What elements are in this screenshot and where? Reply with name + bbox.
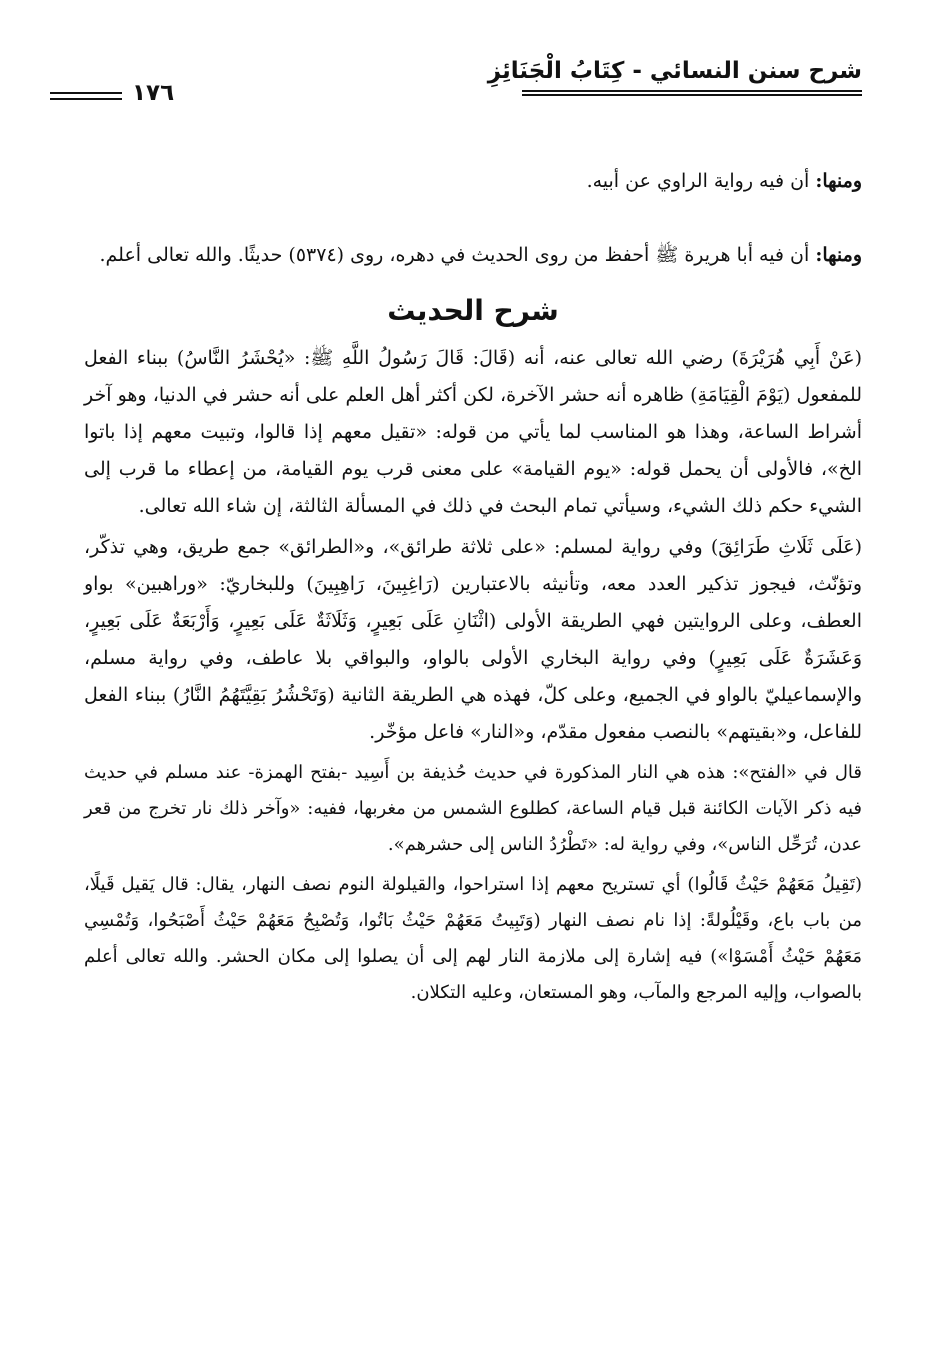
page-header bbox=[50, 52, 862, 112]
paragraph-3: قال في «الفتح»: هذه هي النار المذكورة في حديث حُذيفة بن أَسِيد -بفتح الهمزة- عند مسلم في حديث فيه ذكر الآيات الكائنة قبل قيام الساعة، كطلوع الشمس من مغربها، ففيه: «وآخر ذلك نار تخرج من قعر عدن، تُرَحِّل الناس»، وفي رواية له: «تَطْرُدُ الناس إلى حشرهم». bbox=[84, 762, 862, 855]
intro-line-1-lead: ومنها: bbox=[815, 170, 862, 192]
header-rule-right bbox=[522, 90, 862, 96]
section-title: شرح الحديث bbox=[387, 294, 559, 327]
paragraph-2: (عَلَى ثَلَاثِ طَرَائِقَ) وفي رواية لمسلم: «على ثلاثة طرائق»، و«الطرائق» جمع طريق، وهي تذكّر، وتؤنّث، فيجوز تذكير العدد معه، وتأنيثه بالاعتبارين (رَاغِبِينَ، رَاهِبِينَ) وللبخاريّ: «وراهبين» بواو العطف، وعلى الروايتين فهي الطريقة الأولى (اثْنَانِ عَلَى بَعِيرٍ، وَثَلَاثَةٌ عَلَى بَعِيرٍ، وَأَرْبَعَةٌ عَلَى بَعِيرٍ، وَعَشَرَةٌ عَلَى بَعِيرٍ) وفي رواية البخاري الأولى بالواو، والبواقي بلا عاطف، وفي رواية مسلم، والإسماعيليّ بالواو في الجميع، وعلى كلّ، فهذه هي الطريقة الثانية (وَتَحْشُرُ بَقِيَّتَهُمُ النَّارُ) ببناء الفعل للفاعل، و«بقيتهم» بالنصب مفعول مقدّم، و«النار» فاعل مؤخّر. bbox=[84, 536, 862, 743]
page-number: ١٧٦ bbox=[132, 80, 175, 106]
header-rule-left bbox=[50, 92, 122, 100]
intro-line-1-text: أن فيه رواية الراوي عن أبيه. bbox=[586, 170, 816, 192]
paragraph-4: (تَقِيلُ مَعَهُمْ حَيْثُ قَالُوا) أي تستريح معهم إذا استراحوا، والقيلولة النوم نصف النهار، يقال: قال يَقيل قَيلًا، من باب باع، وقَيْلُولةً: إذا نام نصف النهار (وَتَبِيتُ مَعَهُمْ حَيْثُ بَاتُوا، وَتُصْبِحُ مَعَهُمْ حَيْثُ أَصْبَحُوا، وَتُمْسِي مَعَهُمْ حَيْثُ أَمْسَوْا») فيه إشارة إلى ملازمة النار لهم إلى أن يصلوا إلى مكان الحشر. والله تعالى أعلم بالصواب، وإليه المرجع والمآب، وهو المستعان، وعليه التكلان. bbox=[84, 874, 862, 1003]
running-title: شرح سنن النسائي - كِتَابُ الْجَنَائِزِ bbox=[487, 58, 862, 84]
intro-line-2-text: أن فيه أبا هريرة ﷺ أحفظ من روى الحديث في دهره، روى (٥٣٧٤) حديثًا. والله تعالى أعلم. bbox=[99, 244, 816, 266]
intro-line-1 bbox=[84, 126, 862, 200]
intro-line-2-lead: ومنها: bbox=[815, 244, 862, 266]
page-body bbox=[84, 126, 862, 1011]
paragraph-1: (عَنْ أَبِي هُرَيْرَةَ) رضي الله تعالى عنه، أنه (قَالَ: قَالَ رَسُولُ اللَّهِ ﷺ: «يُحْشَرُ النَّاسُ) ببناء الفعل للمفعول (يَوْمَ الْقِيَامَةِ) ظاهره أنه حشر الآخرة، لكن أكثر أهل العلم على أنه حشر في الدنيا، وهو آخر أشراط الساعة، وهذا هو المناسب لما يأتي من قوله: «تقيل معهم إذا قالوا، وتبيت معهم إذا باتوا الخ»، فالأولى أن يحمل قوله: «يوم القيامة» على معنى قرب يوم القيامة، من إعطاء ما قرب إلى الشيء حكم ذلك الشيء، وسيأتي تمام البحث في ذلك في المسألة الثالثة، إن شاء الله تعالى. bbox=[84, 347, 862, 517]
intro-line-2 bbox=[84, 200, 862, 274]
